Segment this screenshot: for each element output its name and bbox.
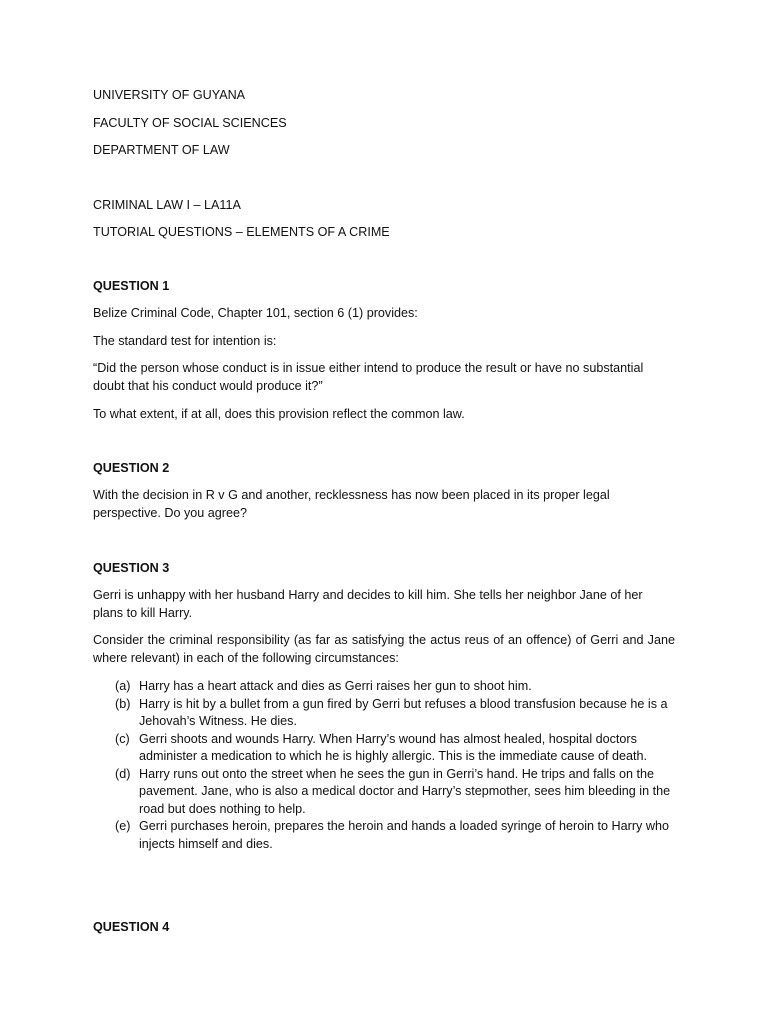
list-item-marker: (c) [115,731,130,746]
question-3-intro: Gerri is unhappy with her husband Harry and decides to kill him. She tells her neighbor Jane of her plans to kill Harry. [93,588,643,620]
list-item [93,818,675,853]
list-item [93,678,675,696]
question-1-heading: QUESTION 1 [93,279,170,293]
department-name: DEPARTMENT OF LAW [93,143,230,157]
list-item-text: Harry has a heart attack and dies as Gerri raises her gun to shoot him. [139,679,532,693]
list-item-marker: (e) [115,819,131,833]
question-4-heading: QUESTION 4 [93,920,170,934]
question-2-text: With the decision in R v G and another, recklessness has now been placed in its proper legal perspective. Do you agree? [93,488,610,520]
list-item [93,731,675,766]
list-item-text: Gerri purchases heroin, prepares the heroin and hands a loaded syringe of heroin to Harry who injects himself and dies. [139,819,669,851]
faculty-name: FACULTY OF SOCIAL SCIENCES [93,116,287,130]
course-title: CRIMINAL LAW I – LA11A [93,198,241,212]
list-item [93,766,675,819]
question-1-prompt: To what extent, if at all, does this provision reflect the common law. [93,407,465,421]
list-item-marker: (d) [115,766,131,781]
list-item-marker: (a) [115,679,131,693]
list-item-text: Gerri shoots and wounds Harry. When Harry’s wound has almost healed, hospital doctors administer a medication to which he is highly allergic. This is the immediate cause of death. [139,731,647,763]
question-1-line-2: The standard test for intention is: [93,334,277,348]
question-3-instruction: Consider the criminal responsibility (as far as satisfying the actus reus of an offence) of Gerri and Jane where relevant) in each of the following circumstances: [93,633,675,665]
question-2-heading: QUESTION 2 [93,461,170,475]
question-3-heading: QUESTION 3 [93,561,170,575]
question-1-line-1: Belize Criminal Code, Chapter 101, section 6 (1) provides: [93,306,418,320]
question-1-quote: “Did the person whose conduct is in issue either intend to produce the result or have no substantial doubt that his conduct would produce it?” [93,361,644,393]
list-item [93,696,675,731]
list-item-marker: (b) [115,696,131,711]
list-item-text: Harry is hit by a bullet from a gun fired by Gerri but refuses a blood transfusion because he is a Jehovah’s Witness. He dies. [139,696,668,728]
list-item-text: Harry runs out onto the street when he sees the gun in Gerri’s hand. He trips and falls on the pavement. Jane, who is also a medical doctor and Harry’s stepmother, sees him bleeding in the road but does nothing to help. [139,766,671,816]
question-3-scenario-list [93,678,675,853]
tutorial-title: TUTORIAL QUESTIONS – ELEMENTS OF A CRIME [93,225,390,239]
university-name: UNIVERSITY OF GUYANA [93,88,246,102]
